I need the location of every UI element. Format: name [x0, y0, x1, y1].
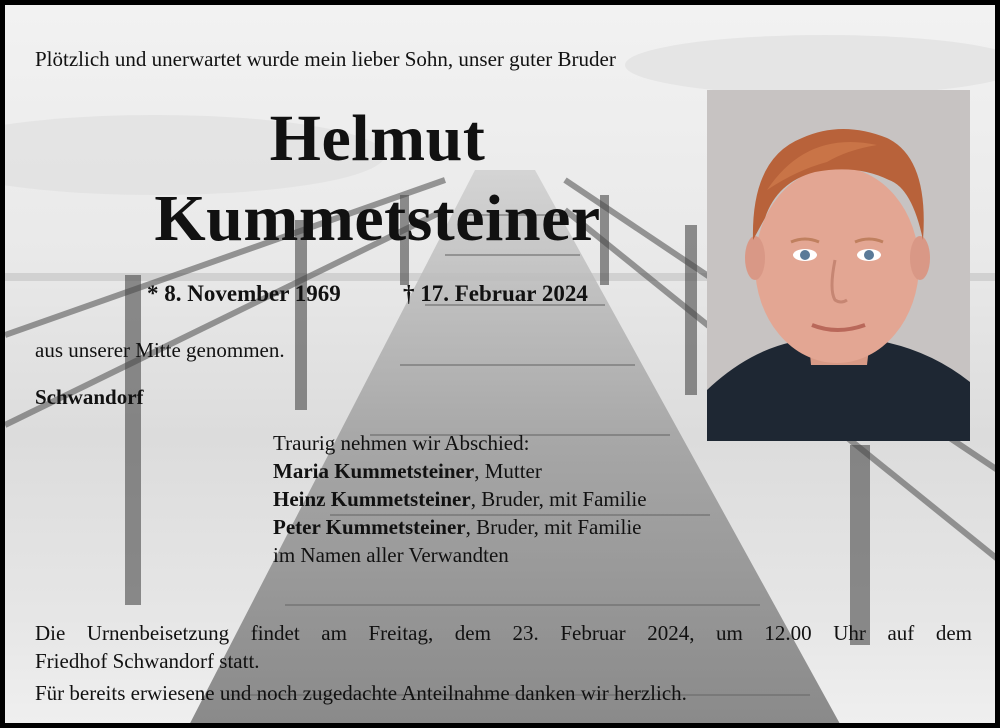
portrait-drawing — [707, 90, 970, 441]
deceased-last-name: Kummetsteiner — [154, 182, 601, 255]
place-name: Schwandorf — [35, 385, 144, 409]
funeral-info — [35, 619, 972, 675]
portrait-photo — [707, 90, 970, 441]
mourner-relation: , Bruder, mit Familie — [470, 487, 647, 511]
mourners-block — [273, 429, 647, 569]
mourner-name: Maria Kummetsteiner — [273, 459, 475, 483]
mourner-name: Peter Kummetsteiner — [273, 515, 466, 539]
relatives-line: im Namen aller Verwandten — [273, 543, 509, 567]
mourner-relation: , Mutter — [474, 459, 542, 483]
mourner-entry — [273, 513, 647, 541]
intro-text: Plötzlich und unerwartet wurde mein lieber Sohn, unser guter Bruder — [35, 47, 616, 71]
from-us-text: aus unserer Mitte genommen. — [35, 338, 285, 362]
birth-date: * 8. November 1969 — [147, 281, 341, 306]
death-date: † 17. Februar 2024 — [403, 281, 588, 306]
funeral-line-1: Die Urnenbeisetzung findet am Freitag, dem 23. Februar 2024, um 12.00 Uhr auf dem — [35, 621, 972, 645]
funeral-line-2: Friedhof Schwandorf statt. — [35, 649, 260, 673]
thanks-text: Für bereits erwiesene und noch zugedachte Anteilnahme danken wir herzlich. — [35, 681, 687, 705]
mourner-relation: , Bruder, mit Familie — [465, 515, 642, 539]
mourners-intro: Traurig nehmen wir Abschied: — [273, 431, 530, 455]
mourner-name: Heinz Kummetsteiner — [273, 487, 471, 511]
mourner-entry — [273, 485, 647, 513]
deceased-first-name: Helmut — [269, 102, 486, 175]
mourner-entry — [273, 457, 647, 485]
